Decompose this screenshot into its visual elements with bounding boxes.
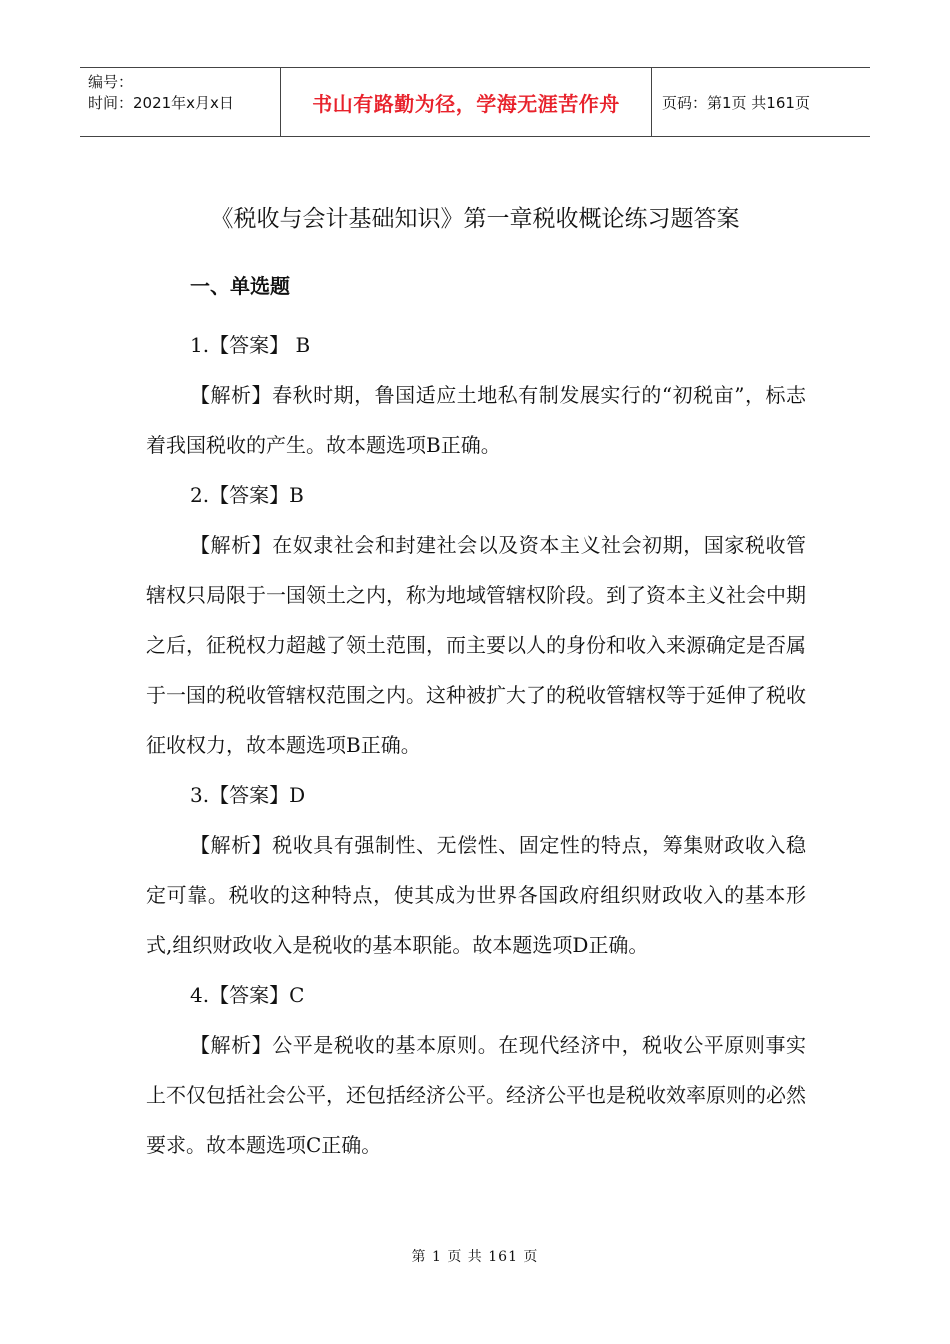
header-meta [80, 68, 280, 136]
header-motto: 书山有路勤为径，学海无涯苦作舟 [280, 68, 652, 136]
explanation-1: 【解析】春秋时期，鲁国适应土地私有制发展实行的“初税亩”，标志着我国税收的产生。故本题选项B正确。 [146, 383, 806, 457]
explanation-4: 【解析】公平是税收的基本原则。在现代经济中，税收公平原则事实上不仅包括社会公平，还包括经济公平。经济公平也是税收效率原则的必然要求。故本题选项C正确。 [146, 1033, 806, 1157]
document-title: 《税收与会计基础知识》第一章税收概论练习题答案 [210, 206, 740, 232]
answer-4: 4.【答案】C [190, 983, 305, 1007]
page-header [80, 67, 870, 137]
section-heading: 一、单选题 [190, 274, 290, 298]
answer-3: 3.【答案】D [190, 783, 306, 807]
explanation-3: 【解析】税收具有强制性、无偿性、固定性的特点，筹集财政收入稳定可靠。税收的这种特点，使其成为世界各国政府组织财政收入的基本形式,组织财政收入是税收的基本职能。故本题选项D正确。 [146, 833, 806, 957]
document-date: 时间：2021年x月x日 [88, 94, 234, 112]
answer-2: 2.【答案】B [190, 483, 304, 507]
page-footer: 第 1 页 共 161 页 [411, 1249, 539, 1265]
header-page-info: 页码：第1页 共161页 [662, 93, 810, 112]
document-number: 编号： [88, 73, 134, 91]
answer-list [146, 320, 806, 1170]
answer-1: 1.【答案】 B [190, 333, 311, 357]
explanation-2: 【解析】在奴隶社会和封建社会以及资本主义社会初期，国家税收管辖权只局限于一国领土之内，称为地域管辖权阶段。到了资本主义社会中期之后，征税权力超越了领土范围，而主要以人的身份和收入来源确定是否属于一国的税收管辖权范围之内。这种被扩大了的税收管辖权等于延伸了税收征收权力，故本题选项B正确。 [146, 533, 806, 757]
